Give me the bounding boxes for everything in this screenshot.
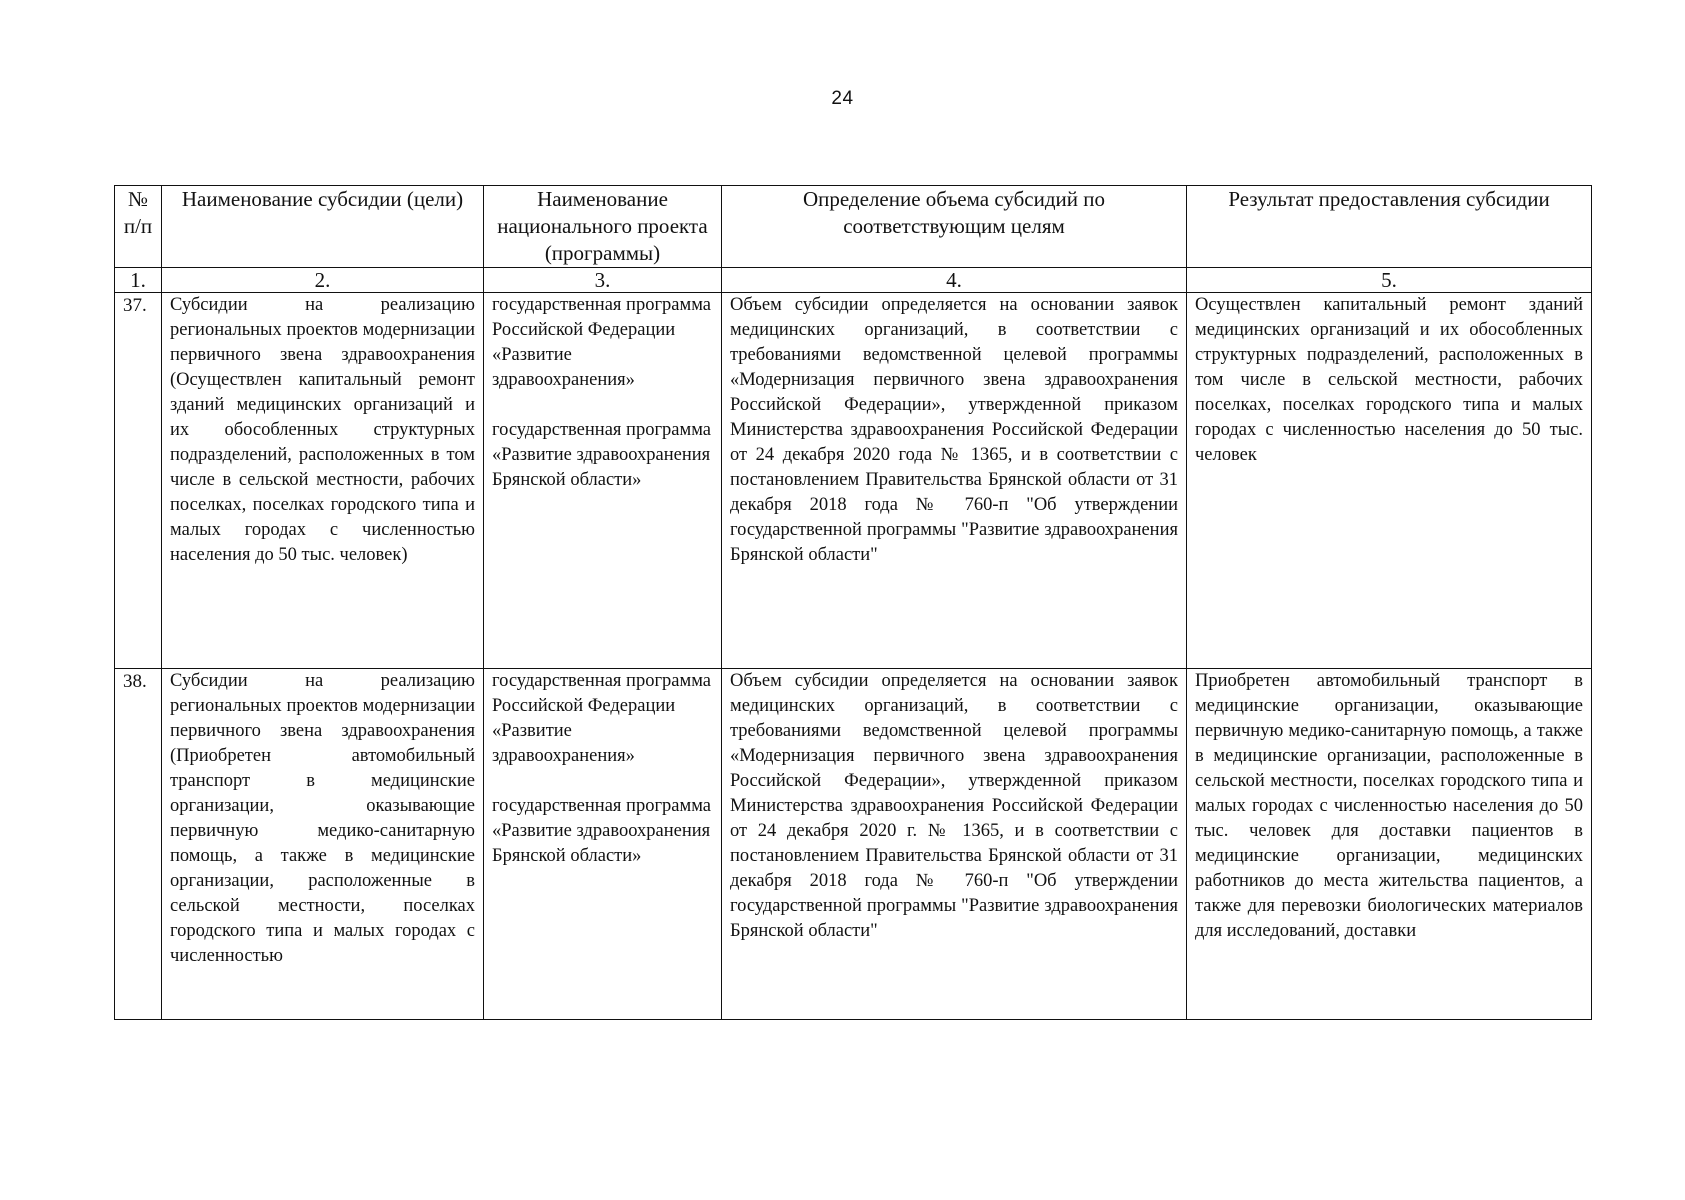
header-subsidy-name: Наименование субсидии (цели) <box>162 186 484 268</box>
table-row <box>115 669 1592 1020</box>
header-volume-definition: Определение объема субсидий по соответствующим целям <box>722 186 1187 268</box>
column-number: 4. <box>722 268 1187 293</box>
volume-definition-cell: Объем субсидии определяется на основании заявок медицинских организаций, в соответствии с требованиями ведомственной целевой программы «Модернизация первичного звена здравоохранения Российской Федерации», утвержденной приказом Министерства здравоохранения Российской Федерации от 24 декабря 2020 года № 1365, и в соответствии с постановлением Правительства Брянской области от 31 декабря 2018 года № 760-п "Об утверждении государственной программы "Развитие здравоохранения Брянской области" <box>722 293 1187 669</box>
national-project-cell <box>484 669 722 1020</box>
federal-program: государственная программа Российской Федерации «Развитие здравоохранения» <box>492 295 711 390</box>
result-cell <box>1187 669 1592 1020</box>
column-number: 2. <box>162 268 484 293</box>
regional-program: государственная программа «Развитие здравоохранения Брянской области» <box>492 796 711 866</box>
header-num: № п/п <box>115 186 162 268</box>
column-numbers-row <box>115 268 1592 293</box>
column-number: 1. <box>115 268 162 293</box>
volume-definition-text: Объем субсидии определяется на основании заявок медицинских организаций, в соответствии с требованиями ведомственной целевой программы «Модернизация первичного звена здравоохранения Российской Федерации», утвержденной приказом Министерства здравоохранения Российской Федерации от 24 декабря 2020 г. № 1365, и в соответствии с постановлением Правительства Брянской области от 31 декабря 2018 года № 760-п "Об утверждении государственной программы "Развитие здравоохранения Брянской области" <box>730 671 1178 941</box>
subsidy-name-cell: Субсидии на реализацию региональных проектов модернизации первичного звена здравоохранения (Осуществлен капитальный ремонт зданий медицинских организаций и их обособленных структурных подразделений, расположенных в том числе в сельской местности, рабочих поселках, поселках городского типа и малых городах с численностью населения до 50 тыс. человек) <box>162 293 484 669</box>
national-project-cell <box>484 293 722 669</box>
regional-program: государственная программа «Развитие здравоохранения Брянской области» <box>492 420 711 490</box>
column-number: 5. <box>1187 268 1592 293</box>
result-text: Приобретен автомобильный транспорт в медицинские организации, оказывающие первичную медико-санитарную помощь, а также в медицинские организации, расположенные в сельской местности, поселках городского типа и малых городах с численностью населения до 50 тыс. человек для доставки пациентов в медицинские организации, медицинских работников до места жительства пациентов, а также для перевозки биологических материалов для исследований, доставки <box>1195 671 1583 941</box>
program-spacer <box>492 769 713 794</box>
subsidy-name-cell <box>162 669 484 1020</box>
column-number: 3. <box>484 268 722 293</box>
row-number: 37. <box>115 293 162 669</box>
header-row <box>115 186 1592 268</box>
page-number: 24 <box>831 88 854 109</box>
header-result: Результат предоставления субсидии <box>1187 186 1592 268</box>
row-number: 38. <box>115 669 162 1020</box>
subsidy-name-text: Субсидии на реализацию региональных проектов модернизации первичного звена здравоохранения (Приобретен автомобильный транспорт в медицинские организации, оказывающие первичную медико-санитарную помощь, а также в медицинские организации, расположенные в сельской местности, поселках городского типа и малых городах с численностью <box>170 671 475 966</box>
header-national-project: Наименование национального проекта (программы) <box>484 186 722 268</box>
volume-definition-cell <box>722 669 1187 1020</box>
result-cell: Осуществлен капитальный ремонт зданий медицинских организаций и их обособленных структурных подразделений, расположенных в том числе в сельской местности, рабочих поселках, поселках городского типа и малых городах с численностью населения до 50 тыс. человек <box>1187 293 1592 669</box>
table-row <box>115 293 1592 669</box>
subsidies-table <box>114 185 1592 1020</box>
federal-program: государственная программа Российской Федерации «Развитие здравоохранения» <box>492 671 711 766</box>
program-spacer <box>492 393 713 418</box>
